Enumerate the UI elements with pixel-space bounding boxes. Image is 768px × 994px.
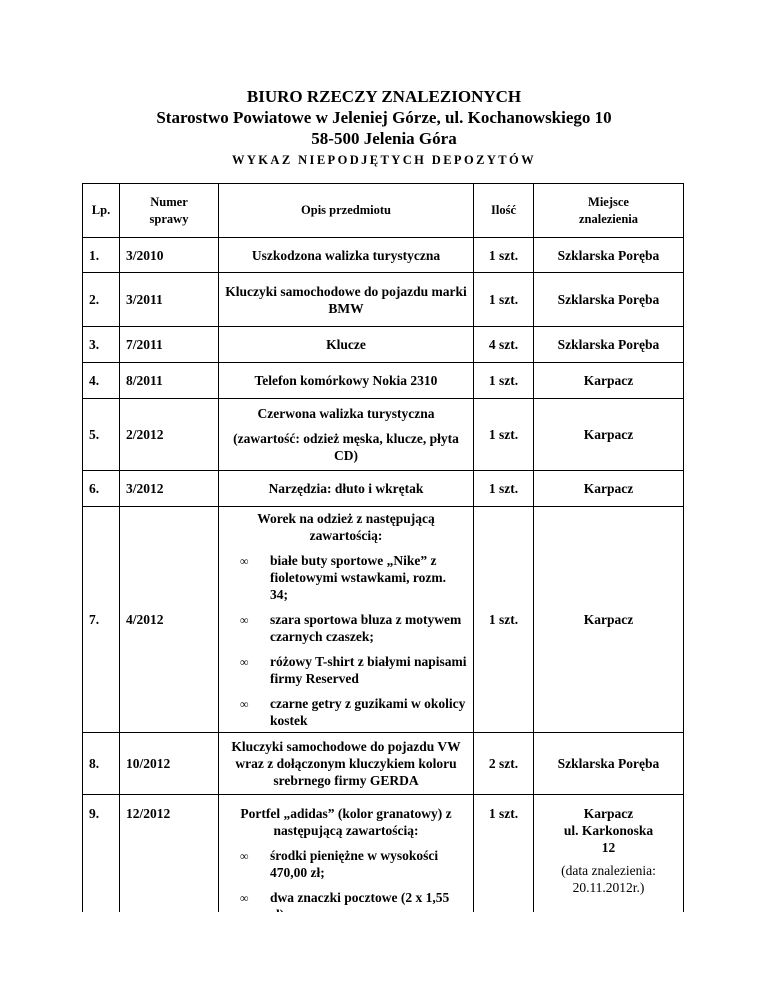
cell-miejsce-line2: ul. Karkonoska <box>563 823 654 838</box>
bullet-icon: ∞ <box>240 849 249 863</box>
office-name: BIURO RZECZY ZNALEZIONYCH <box>246 87 522 106</box>
cell-miejsce: Szklarska Poręba <box>534 238 684 273</box>
table-row <box>83 273 684 327</box>
cell-numer: 7/2011 <box>120 327 219 363</box>
office-city: 58-500 Jelenia Góra <box>311 129 457 148</box>
bullet-icon: ∞ <box>240 697 249 711</box>
list-item-text: różowy T-shirt z białymi napisami firmy Reserved <box>270 654 467 686</box>
cell-lp: 9. <box>83 795 120 952</box>
col-header-numer-line1: Numer <box>150 194 188 209</box>
bullet-icon: ∞ <box>240 613 249 627</box>
col-header-opis: Opis przedmiotu <box>219 184 474 238</box>
cell-lp: 4. <box>83 363 120 399</box>
cell-numer: 3/2010 <box>120 238 219 273</box>
table-row <box>83 507 684 733</box>
cell-ilosc: 2 szt. <box>474 733 534 795</box>
list-item <box>225 847 467 881</box>
cell-lp: 7. <box>83 507 120 733</box>
list-item-text: szara sportowa bluza z motywem czarnych czaszek; <box>270 612 462 644</box>
cell-numer: 3/2011 <box>120 273 219 327</box>
cell-ilosc: 1 szt. <box>474 399 534 471</box>
col-header-miejsce <box>534 184 684 238</box>
list-item <box>225 552 467 603</box>
table-row <box>83 363 684 399</box>
document-header <box>0 86 768 149</box>
cell-numer: 2/2012 <box>120 399 219 471</box>
cell-miejsce: Szklarska Poręba <box>534 327 684 363</box>
page-bottom-margin <box>0 912 768 994</box>
cell-numer: 3/2012 <box>120 471 219 507</box>
list-item-text: środki pieniężne w wysokości 470,00 zł; <box>270 848 439 880</box>
office-address: Starostwo Powiatowe w Jeleniej Górze, ul. Kochanowskiego 10 <box>156 108 612 127</box>
table-row <box>83 471 684 507</box>
cell-opis: Narzędzia: dłuto i wkrętak <box>219 471 474 507</box>
cell-ilosc: 1 szt. <box>474 471 534 507</box>
col-header-ilosc: Ilość <box>474 184 534 238</box>
cell-miejsce: Szklarska Poręba <box>534 273 684 327</box>
bullet-icon: ∞ <box>240 655 249 669</box>
table-row <box>83 238 684 273</box>
cell-opis: Klucze <box>219 327 474 363</box>
cell-miejsce-note: (data znalezienia: 20.11.2012r.) <box>561 863 656 895</box>
cell-miejsce: Szklarska Poręba <box>534 733 684 795</box>
cell-opis-intro: Worek na odzież z następującą zawartością: <box>257 511 435 543</box>
cell-ilosc: 1 szt. <box>474 238 534 273</box>
cell-opis <box>219 507 474 733</box>
cell-miejsce-line3: 12 <box>601 840 616 855</box>
cell-ilosc: 1 szt. <box>474 507 534 733</box>
cell-opis <box>219 399 474 471</box>
cell-lp: 8. <box>83 733 120 795</box>
cell-lp: 5. <box>83 399 120 471</box>
document-subtitle: WYKAZ NIEPODJĘTYCH DEPOZYTÓW <box>231 153 537 167</box>
table-row <box>83 399 684 471</box>
cell-numer: 10/2012 <box>120 733 219 795</box>
col-header-numer <box>120 184 219 238</box>
bullet-icon: ∞ <box>240 891 249 905</box>
cell-lp: 2. <box>83 273 120 327</box>
cell-ilosc: 1 szt. <box>474 795 534 952</box>
list-item <box>225 611 467 645</box>
cell-ilosc: 4 szt. <box>474 327 534 363</box>
col-header-numer-line2: sprawy <box>149 211 189 226</box>
cell-lp: 3. <box>83 327 120 363</box>
bullet-icon: ∞ <box>240 554 249 568</box>
table-row <box>83 733 684 795</box>
cell-opis: Kluczyki samochodowe do pojazdu marki BMW <box>219 273 474 327</box>
list-item <box>225 695 467 729</box>
item-list <box>225 552 467 729</box>
table-row <box>83 327 684 363</box>
list-item-text: białe buty sportowe „Nike” z fioletowymi wstawkami, rozm. 34; <box>270 553 446 602</box>
list-item-text: dwa znaczki pocztowe (2 x 1,55 <box>270 890 450 905</box>
cell-miejsce-line1: Karpacz <box>583 806 634 821</box>
cell-opis: Uszkodzona walizka turystyczna <box>219 238 474 273</box>
cell-miejsce: Karpacz <box>534 363 684 399</box>
cell-lp: 6. <box>83 471 120 507</box>
cell-ilosc: 1 szt. <box>474 363 534 399</box>
cell-lp: 1. <box>83 238 120 273</box>
list-item <box>225 653 467 687</box>
list-item-text: czarne getry z guzikami w okolicy kostek <box>270 696 466 728</box>
cell-opis-intro: Portfel „adidas” (kolor granatowy) z następującą zawartością: <box>240 806 452 838</box>
deposits-table <box>82 183 684 952</box>
cell-miejsce: Karpacz <box>534 471 684 507</box>
cell-opis-line2: (zawartość: odzież męska, klucze, płyta CD) <box>233 431 459 463</box>
cell-opis-line1: Czerwona walizka turystyczna <box>257 406 435 421</box>
cell-numer: 4/2012 <box>120 507 219 733</box>
table-header-row <box>83 184 684 238</box>
cell-opis: Kluczyki samochodowe do pojazdu VW wraz z dołączonym kluczykiem koloru srebrnego firmy GERDA <box>219 733 474 795</box>
cell-numer: 8/2011 <box>120 363 219 399</box>
cell-miejsce: Karpacz <box>534 507 684 733</box>
col-header-miejsce-line1: Miejsce <box>588 194 629 209</box>
col-header-lp: Lp. <box>83 184 120 238</box>
col-header-miejsce-line2: znalezienia <box>578 211 638 226</box>
cell-numer: 12/2012 <box>120 795 219 952</box>
cell-miejsce: Karpacz <box>534 399 684 471</box>
cell-opis: Telefon komórkowy Nokia 2310 <box>219 363 474 399</box>
cell-ilosc: 1 szt. <box>474 273 534 327</box>
